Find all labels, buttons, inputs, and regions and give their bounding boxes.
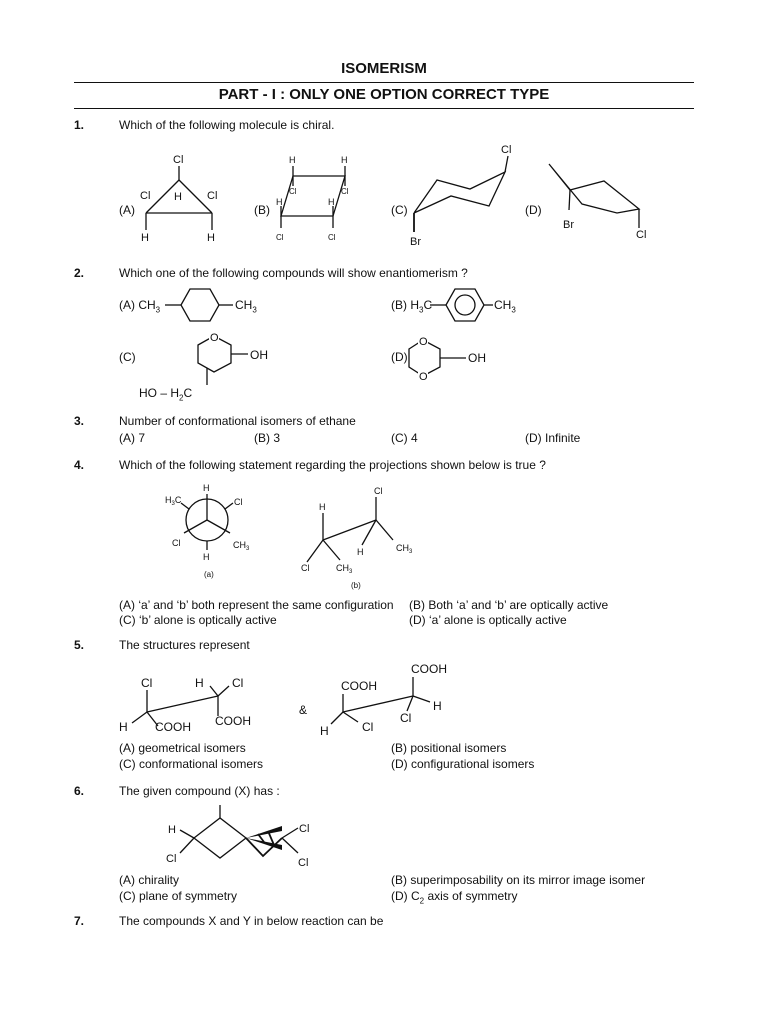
svg-text:H: H — [320, 724, 329, 738]
svg-text:Cl: Cl — [341, 187, 349, 196]
svg-text:CH3: $CH_3$ — [233, 540, 250, 552]
svg-text:OH: OH — [250, 348, 268, 362]
option-d: (D) — [525, 203, 542, 217]
question-number: 3. — [74, 414, 85, 428]
question-text: Which of the following molecule is chiral. — [119, 118, 335, 132]
svg-text:COOH: COOH — [341, 679, 377, 693]
svg-text:COOH: COOH — [411, 662, 447, 676]
option-a: (A) — [119, 203, 135, 217]
svg-text:Cl: Cl — [232, 676, 244, 690]
svg-text:Cl: Cl — [299, 823, 310, 835]
label: HO – $H_2C$ — [139, 386, 193, 403]
svg-text:Cl: Cl — [374, 486, 383, 496]
svg-text:Cl: Cl — [362, 720, 374, 734]
option-b: (B) 3 — [254, 431, 281, 445]
svg-text:H: H — [141, 232, 149, 244]
svg-text:OH: OH — [468, 351, 486, 365]
svg-text:H: H — [276, 197, 283, 207]
svg-text:Cl: Cl — [289, 187, 297, 196]
label: $CH_3$ — [494, 298, 516, 315]
option-b: (B) positional isomers — [391, 741, 507, 755]
svg-text:(b): (b) — [351, 581, 361, 590]
svg-text:Cl: Cl — [301, 563, 310, 573]
svg-text:H: H — [328, 197, 335, 207]
label: $CH_3$ — [235, 298, 257, 315]
option-a: (A) ‘a’ and ‘b’ both represent the same configuration — [119, 598, 394, 612]
question-text: The given compound (X) has : — [119, 784, 280, 798]
svg-text:Cl: Cl — [166, 853, 177, 865]
svg-text:O: O — [210, 332, 219, 344]
svg-text:H: H — [195, 676, 204, 690]
option-d: (D) $C_2$ axis of symmetry — [391, 889, 518, 906]
svg-text:COOH: COOH — [155, 720, 191, 734]
svg-text:(a): (a) — [204, 570, 214, 579]
svg-text:H: H — [319, 502, 326, 512]
svg-text:H: H — [168, 824, 176, 836]
option-d: (D) Infinite — [525, 431, 581, 445]
svg-text:H: H — [119, 720, 128, 734]
question-text: Which one of the following compounds will show enantiomerism ? — [119, 266, 468, 280]
svg-text:O: O — [419, 336, 428, 348]
svg-text:Cl: Cl — [172, 538, 181, 548]
question-text: The compounds X and Y in below reaction can be — [119, 914, 384, 928]
svg-text:H: H — [289, 155, 296, 165]
option-c: (C) ‘b’ alone is optically active — [119, 613, 277, 627]
svg-text:H: H — [203, 552, 210, 562]
svg-text:Cl: Cl — [141, 676, 153, 690]
question-number: 4. — [74, 458, 85, 472]
question-number: 1. — [74, 118, 85, 132]
option-a: (A) 7 — [119, 431, 146, 445]
option-c: (C) plane of symmetry — [119, 889, 238, 903]
option-a: (A) $CH_3$ — [119, 298, 161, 315]
svg-text:Br: Br — [410, 236, 421, 248]
page-title: ISOMERISM — [341, 60, 427, 77]
svg-text:Cl: Cl — [636, 229, 647, 241]
option-c: (C) — [391, 203, 408, 217]
question-number: 2. — [74, 266, 85, 280]
svg-text:H: H — [433, 699, 442, 713]
svg-text:Cl: Cl — [276, 233, 284, 242]
svg-text:Br: Br — [563, 219, 574, 231]
option-a: (A) geometrical isomers — [119, 741, 246, 755]
option-c: (C) — [119, 350, 136, 364]
svg-text:CH3: $CH_3$ — [336, 563, 353, 575]
svg-text:H: H — [207, 232, 215, 244]
option-c: (C) 4 — [391, 431, 418, 445]
spiro-compound — [166, 805, 309, 869]
svg-text:H: H — [203, 483, 210, 493]
question-text: Number of conformational isomers of ethane — [119, 414, 356, 428]
svg-text:Cl: Cl — [298, 857, 309, 869]
svg-text:Cl: Cl — [400, 711, 412, 725]
svg-text:Cl: Cl — [234, 497, 243, 507]
option-c: (C) conformational isomers — [119, 757, 264, 771]
svg-text:H: H — [357, 547, 364, 557]
option-b: (B) — [254, 203, 270, 217]
svg-text:Cl: Cl — [501, 144, 512, 156]
question-number: 5. — [74, 638, 85, 652]
svg-text:COOH: COOH — [215, 714, 251, 728]
option-b: (B) superimposability on its mirror image isomer — [391, 873, 646, 887]
option-a: (A) chirality — [119, 873, 180, 887]
question-text: The structures represent — [119, 638, 250, 652]
question-number: 7. — [74, 914, 85, 928]
question-text: Which of the following statement regarding the projections shown below is true ? — [119, 458, 546, 472]
svg-text:O: O — [419, 371, 428, 383]
section-title: PART - I : ONLY ONE OPTION CORRECT TYPE — [218, 86, 550, 103]
option-b: (B) $H_3C$ — [391, 298, 433, 315]
option-d: (D) ‘a’ alone is optically active — [409, 613, 567, 627]
svg-text:H: H — [174, 191, 182, 203]
svg-text:Cl: Cl — [328, 233, 336, 242]
svg-text:Cl: Cl — [207, 190, 218, 202]
option-d: (D) configurational isomers — [391, 757, 535, 771]
svg-text:CH3: $CH_3$ — [396, 543, 413, 555]
question-number: 6. — [74, 784, 85, 798]
option-d: (D) — [391, 350, 408, 364]
svg-text:Cl: Cl — [140, 190, 151, 202]
svg-text:H3C: $H_3C$ — [165, 495, 182, 507]
ampersand: & — [299, 703, 308, 717]
option-b: (B) Both ‘a’ and ‘b’ are optically active — [409, 598, 609, 612]
svg-text:H: H — [341, 155, 348, 165]
label: Cl — [173, 154, 184, 166]
